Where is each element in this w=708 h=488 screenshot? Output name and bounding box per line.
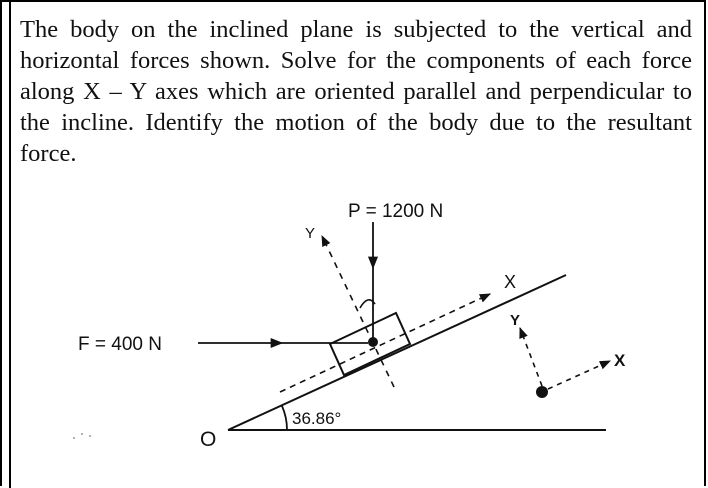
angle-label: 36.86° [292,409,342,428]
ref-y-label: Y [510,312,521,329]
force-p-label: P = 1200 N [348,201,444,222]
scan-speck [73,437,75,439]
y-axis-label: Y [305,225,316,242]
incline-line [228,275,566,430]
ref-y-axis [520,328,542,386]
scan-speck [89,435,91,437]
origin-label: O [200,428,217,451]
angle-arc [282,406,287,430]
x-axis-label: X [504,272,517,292]
ref-x-label: X [614,351,626,370]
scan-speck [81,433,83,435]
problem-statement: The body on the inclined plane is subjected to the vertical and horizontal forces shown. Solve for the components of each force along X – Y axes which are oriented parallel and perpendicular to the incline. Identify the motion of the body due to the resultant force. [20,16,692,167]
force-f-label: F = 400 N [78,334,162,355]
ref-x-axis [548,361,610,389]
ref-origin-point [536,386,548,398]
